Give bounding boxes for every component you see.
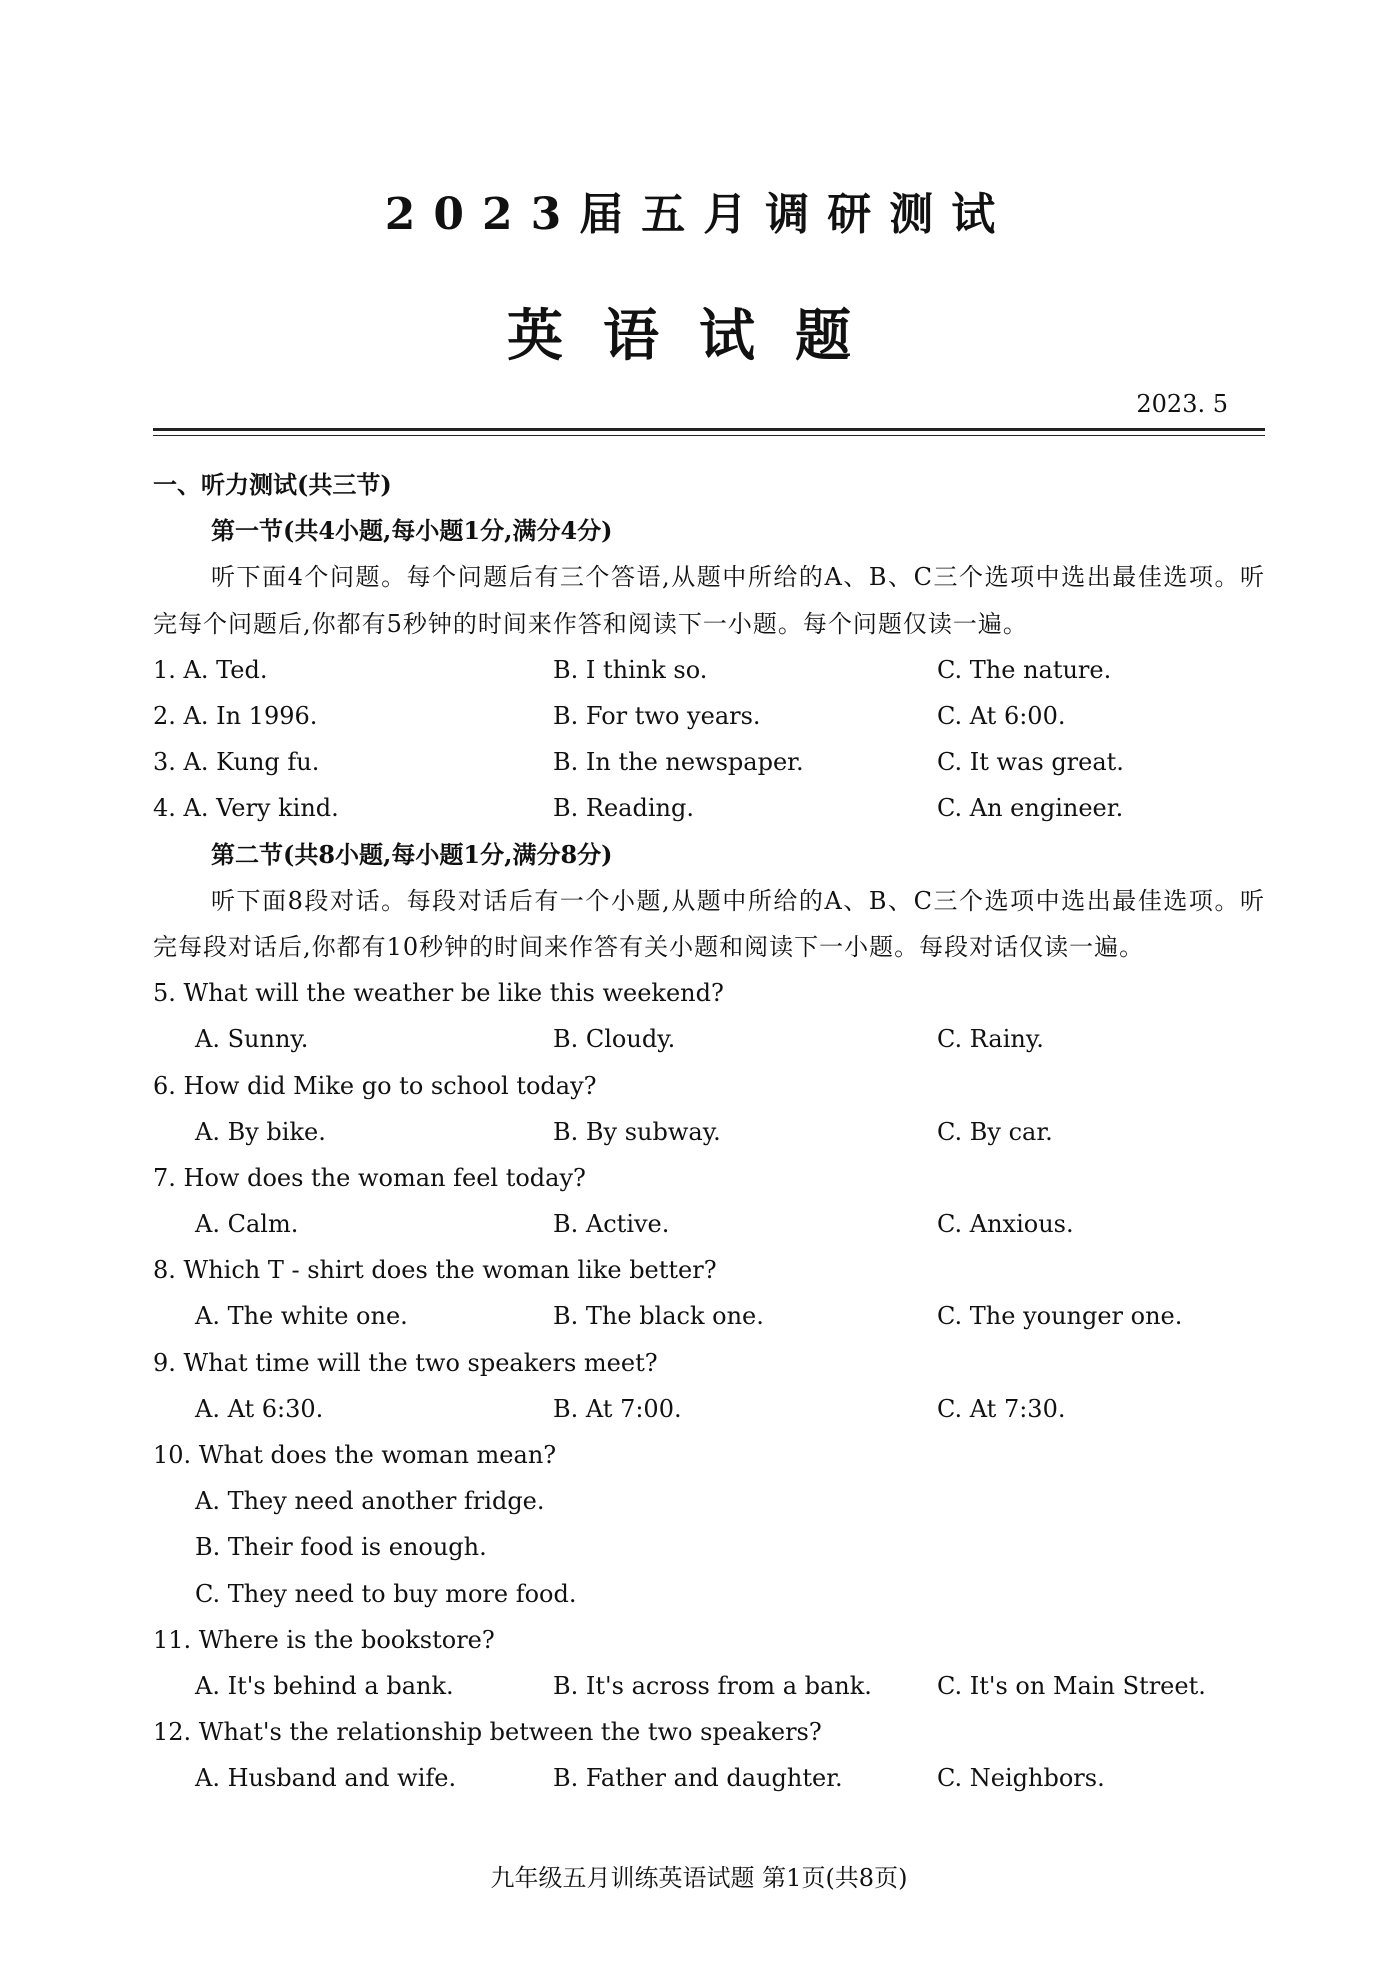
option-a: 3. A. Kung fu. [153, 748, 320, 777]
exam-date: 2023. 5 [1136, 390, 1228, 418]
option-a: A. The white one. [195, 1302, 408, 1331]
option-c: C. The nature. [937, 655, 1112, 684]
part-heading: 一、听力测试(共三节) [153, 470, 392, 499]
option-a: A. At 6:30. [195, 1394, 324, 1423]
option-a: A. It's behind a bank. [195, 1671, 454, 1700]
option-c: C. Rainy. [937, 1025, 1044, 1054]
option-b: B. I think so. [553, 655, 708, 684]
exam-title: 2023届五月调研测试 [384, 189, 1014, 240]
question-options [153, 1016, 1265, 1062]
question-stem: 8. Which T - shirt does the woman like better? [153, 1256, 717, 1285]
section2-instructions: 听下面8段对话。每段对话后有一个小题,从题中所给的A、B、C三个选项中选出最佳选项。听完每段对话后,你都有10秒钟的时间来作答有关小题和阅读下一小题。每段对话仅读一遍。 [153, 886, 1265, 961]
option-c: C. The younger one. [937, 1302, 1183, 1331]
question-row [153, 739, 1265, 785]
question-options [153, 1109, 1265, 1155]
question-options [153, 1293, 1265, 1339]
option-a: A. They need another fridge. [195, 1487, 545, 1516]
option-a: 1. A. Ted. [153, 655, 268, 684]
option-b: B. Reading. [553, 794, 694, 823]
section2-heading: 第二节(共8小题,每小题1分,满分8分) [211, 839, 613, 869]
question-stem: 9. What time will the two speakers meet? [153, 1348, 658, 1377]
option-b: B. Active. [553, 1210, 670, 1239]
header-rule-thick [153, 428, 1265, 431]
option-b: B. It's across from a bank. [553, 1671, 872, 1700]
question-stem: 5. What will the weather be like this weekend? [153, 979, 724, 1008]
question-row [153, 693, 1265, 739]
question-options [153, 1201, 1265, 1247]
option-c: C. It was great. [937, 748, 1124, 777]
question-stem: 10. What does the woman mean? [153, 1441, 557, 1469]
question-stem: 12. What's the relationship between the two speakers? [153, 1718, 822, 1747]
option-c: C. It's on Main Street. [937, 1671, 1206, 1700]
option-b: B. In the newspaper. [553, 748, 804, 777]
option-b: B. By subway. [553, 1117, 721, 1146]
question-row [153, 785, 1265, 831]
option-b: B. For two years. [553, 701, 761, 730]
option-c: C. By car. [937, 1117, 1053, 1146]
option-c: C. They need to buy more food. [195, 1579, 577, 1608]
option-a: A. By bike. [195, 1117, 326, 1146]
question-options [153, 1755, 1265, 1801]
exam-subject-title: 英语试题 [507, 303, 891, 369]
question-stem: 11. Where is the bookstore? [153, 1625, 495, 1654]
option-c: C. An engineer. [937, 794, 1124, 823]
option-a: A. Calm. [195, 1210, 299, 1239]
option-a: 2. A. In 1996. [153, 701, 318, 730]
option-c: C. Anxious. [937, 1210, 1074, 1239]
option-c: C. Neighbors. [937, 1764, 1105, 1793]
header-rule-thin [153, 435, 1265, 436]
exam-content [153, 462, 1265, 1802]
question-options [153, 1663, 1265, 1709]
option-b: B. At 7:00. [553, 1394, 682, 1423]
section1-heading: 第一节(共4小题,每小题1分,满分4分) [211, 516, 613, 546]
question-row [153, 647, 1265, 693]
page-footer: 九年级五月训练英语试题 第1页(共8页) [490, 1864, 908, 1892]
option-b: B. Cloudy. [553, 1025, 676, 1054]
question-stem: 6. How did Mike go to school today? [153, 1071, 597, 1100]
option-b: B. Their food is enough. [195, 1533, 487, 1562]
option-a: A. Sunny. [195, 1025, 309, 1054]
option-a: A. Husband and wife. [195, 1764, 457, 1793]
option-b: B. Father and daughter. [553, 1764, 843, 1793]
option-c: C. At 6:00. [937, 701, 1066, 730]
section1-instructions: 听下面4个问题。每个问题后有三个答语,从题中所给的A、B、C三个选项中选出最佳选项。听完每个问题后,你都有5秒钟的时间来作答和阅读下一小题。每个问题仅读一遍。 [153, 563, 1265, 638]
option-b: B. The black one. [553, 1302, 764, 1331]
option-a: 4. A. Very kind. [153, 794, 339, 823]
question-stem: 7. How does the woman feel today? [153, 1163, 586, 1192]
question-options [153, 1386, 1265, 1432]
option-c: C. At 7:30. [937, 1394, 1066, 1423]
